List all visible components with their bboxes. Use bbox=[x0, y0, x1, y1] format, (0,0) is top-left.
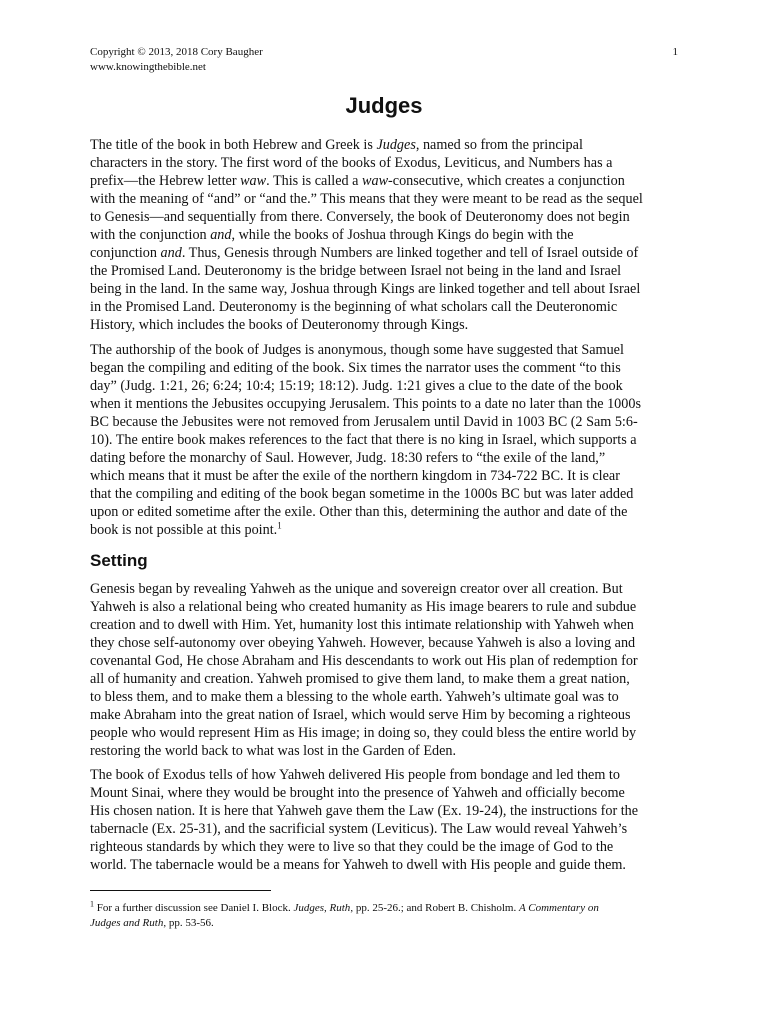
text-segment: For a further discussion see Daniel I. Block. bbox=[94, 902, 294, 914]
text-segment: , while the books of Joshua through Kings do begin with the bbox=[231, 227, 574, 243]
text-line bbox=[90, 395, 686, 413]
text-line bbox=[90, 244, 686, 262]
text-line bbox=[90, 262, 686, 280]
text-segment: world. The tabernacle would be a means for Yahweh to dwell with His people and guide them. bbox=[90, 857, 626, 873]
text-segment: in the Promised Land. Deuteronomy is the beginning of what scholars call the Deuteronomic bbox=[90, 299, 618, 315]
website-url: www.knowingthebible.net bbox=[90, 61, 206, 73]
text-line bbox=[90, 670, 686, 688]
paragraph-book-title bbox=[90, 136, 686, 334]
text-segment: Judges and Ruth bbox=[90, 917, 164, 929]
text-line bbox=[90, 856, 686, 874]
text-line bbox=[90, 136, 686, 154]
text-segment: dating before the monarchy of Saul. However, Judg. 18:30 refers to “the exile of the land,” bbox=[90, 450, 606, 466]
text-line bbox=[90, 616, 686, 634]
text-line bbox=[90, 503, 686, 521]
text-line bbox=[90, 766, 686, 784]
text-segment: began the compiling and editing of the book. Six times the narrator uses the comment “to this bbox=[90, 360, 621, 376]
text-segment: His chosen nation. It is here that Yahweh gave them the Law (Ex. 19-24), the instructions for the bbox=[90, 803, 639, 819]
footnote-ref: 1 bbox=[90, 899, 94, 909]
text-line bbox=[90, 226, 686, 244]
text-segment: The book of Exodus tells of how Yahweh delivered His people from bondage and led them to bbox=[90, 767, 620, 783]
text-segment: when it mentions the Jebusites occupying Jerusalem. This points to a date no later than the 1000s bbox=[90, 396, 641, 412]
text-line bbox=[90, 316, 686, 334]
text-segment: Genesis began by revealing Yahweh as the unique and sovereign creator over all creation. But bbox=[90, 581, 623, 597]
text-segment: to bless them, and to make them a blessing to the whole earth. Yahweh’s ultimate goal was to bbox=[90, 689, 619, 705]
text-segment: , named so from the principal bbox=[415, 137, 583, 153]
text-segment: waw bbox=[362, 173, 389, 189]
text-segment: A Commentary on bbox=[518, 902, 599, 914]
text-segment: all of humanity and creation. Yahweh promised to give them land, to make them a great nation, bbox=[90, 671, 630, 687]
text-line bbox=[90, 359, 686, 377]
text-line bbox=[90, 802, 686, 820]
text-line bbox=[90, 377, 686, 395]
text-line bbox=[90, 521, 686, 539]
text-line bbox=[90, 901, 690, 916]
text-line bbox=[90, 280, 686, 298]
text-segment: covenantal God, He chose Abraham and His descendants to work out His plan of redemption for bbox=[90, 653, 638, 669]
footnote-ref: 1 bbox=[277, 520, 282, 531]
text-segment: to Genesis—and sequentially from there. Conversely, the book of Deuteronomy does not begin bbox=[90, 209, 630, 225]
text-line bbox=[90, 172, 686, 190]
text-segment: . Thus, Genesis through Numbers are linked together and tell of Israel outside of bbox=[181, 245, 639, 261]
text-segment: History, which includes the books of Deuteronomy through Kings. bbox=[90, 317, 469, 333]
text-segment: make Abraham into the great nation of Israel, which would serve Him by becoming a righteous bbox=[90, 707, 631, 723]
text-segment: the Promised Land. Deuteronomy is the bridge between Israel not being in the land and Israel bbox=[90, 263, 622, 279]
text-segment: they chose self-autonomy over obeying Yahweh. However, because Yahweh is also a loving and bbox=[90, 635, 636, 651]
text-segment: , pp. 25-26.; and Robert B. Chisholm. bbox=[350, 902, 519, 914]
text-line bbox=[90, 598, 686, 616]
text-line bbox=[90, 784, 686, 802]
text-segment: with the conjunction bbox=[90, 227, 211, 243]
text-line bbox=[90, 688, 686, 706]
text-line bbox=[90, 208, 686, 226]
text-line bbox=[90, 634, 686, 652]
text-line bbox=[90, 916, 690, 931]
text-line bbox=[90, 820, 686, 838]
document-title: Judges bbox=[345, 93, 423, 118]
copyright-notice: Copyright © 2013, 2018 Cory Baugher bbox=[90, 46, 263, 58]
text-line bbox=[90, 431, 686, 449]
text-line bbox=[90, 467, 686, 485]
text-line bbox=[90, 413, 686, 431]
text-line bbox=[90, 485, 686, 503]
text-segment: Yahweh is also a relational being who created humanity as His image bearers to rule and subdue bbox=[90, 599, 637, 615]
text-line bbox=[90, 742, 686, 760]
text-segment: tabernacle (Ex. 25-31), and the sacrificial system (Leviticus). The Law would reveal Yahweh’s bbox=[90, 821, 628, 837]
text-segment: characters in the story. The first word of the books of Exodus, Leviticus, and Numbers has a bbox=[90, 155, 613, 171]
footnote-divider bbox=[90, 890, 271, 891]
text-segment: that the compiling and editing of the book began sometime in the 1000s BC but was later added bbox=[90, 486, 634, 502]
text-segment: waw bbox=[240, 173, 267, 189]
text-line bbox=[90, 580, 686, 598]
text-segment: The authorship of the book of Judges is anonymous, though some have suggested that Samuel bbox=[90, 342, 624, 358]
text-line bbox=[90, 298, 686, 316]
page-number: 1 bbox=[672, 46, 678, 58]
footnote bbox=[90, 901, 690, 931]
text-segment: creation and to dwell with Him. Yet, humanity lost this intimate relationship with Yahweh when bbox=[90, 617, 634, 633]
text-segment: , pp. 53-56. bbox=[163, 917, 214, 929]
text-line bbox=[90, 190, 686, 208]
text-segment: which means that it must be after the exile of the northern kingdom in 734-722 BC. It is clear bbox=[90, 468, 620, 484]
text-segment: day” (Judg. 1:21, 26; 6:24; 10:4; 15:19; 18:12). Judg. 1:21 gives a clue to the date of the book bbox=[90, 378, 623, 394]
text-segment: Judges, Ruth bbox=[293, 902, 351, 914]
text-segment: and bbox=[210, 227, 232, 243]
paragraph-exodus bbox=[90, 766, 686, 874]
text-segment: prefix—the Hebrew letter bbox=[90, 173, 241, 189]
text-segment: -consecutive, which creates a conjunction bbox=[388, 173, 625, 189]
text-segment: BC because the Jebusites were not removed from Jerusalem until David in 1003 BC (2 Sam 5:6- bbox=[90, 414, 638, 430]
text-segment: 10). The entire book makes references to the fact that there is no king in Israel, which supports a bbox=[90, 432, 637, 448]
text-segment: Mount Sinai, where they would be brought into the presence of Yahweh and officially become bbox=[90, 785, 625, 801]
text-segment: conjunction bbox=[90, 245, 161, 261]
text-segment: restoring the world back to what was lost in the Garden of Eden. bbox=[90, 743, 457, 759]
text-segment: . This is called a bbox=[266, 173, 363, 189]
text-line bbox=[90, 154, 686, 172]
text-segment: upon or edited sometime after the exile. Other than this, determining the author and date of the bbox=[90, 504, 628, 520]
text-segment: Judges bbox=[376, 137, 416, 153]
text-segment: righteous standards by which they were to live so that they could be the image of God to the bbox=[90, 839, 614, 855]
text-line bbox=[90, 838, 686, 856]
text-segment: people who would represent Him as His image; in doing so, they could bless the entire world by bbox=[90, 725, 637, 741]
text-segment: book is not possible at this point. bbox=[90, 522, 278, 538]
text-segment: with the meaning of “and” or “and the.” This means that they were meant to be read as the sequel bbox=[90, 191, 643, 207]
text-segment: The title of the book in both Hebrew and Greek is bbox=[90, 137, 377, 153]
text-line bbox=[90, 724, 686, 742]
section-heading-setting: Setting bbox=[90, 551, 148, 570]
text-line bbox=[90, 652, 686, 670]
paragraph-genesis bbox=[90, 580, 686, 760]
text-segment: and bbox=[160, 245, 182, 261]
text-segment: being in the land. In the same way, Joshua through Kings are linked together and tell about Israel bbox=[90, 281, 641, 297]
text-line bbox=[90, 449, 686, 467]
page-header bbox=[90, 45, 263, 75]
paragraph-authorship bbox=[90, 341, 686, 539]
text-line bbox=[90, 341, 686, 359]
text-line bbox=[90, 706, 686, 724]
